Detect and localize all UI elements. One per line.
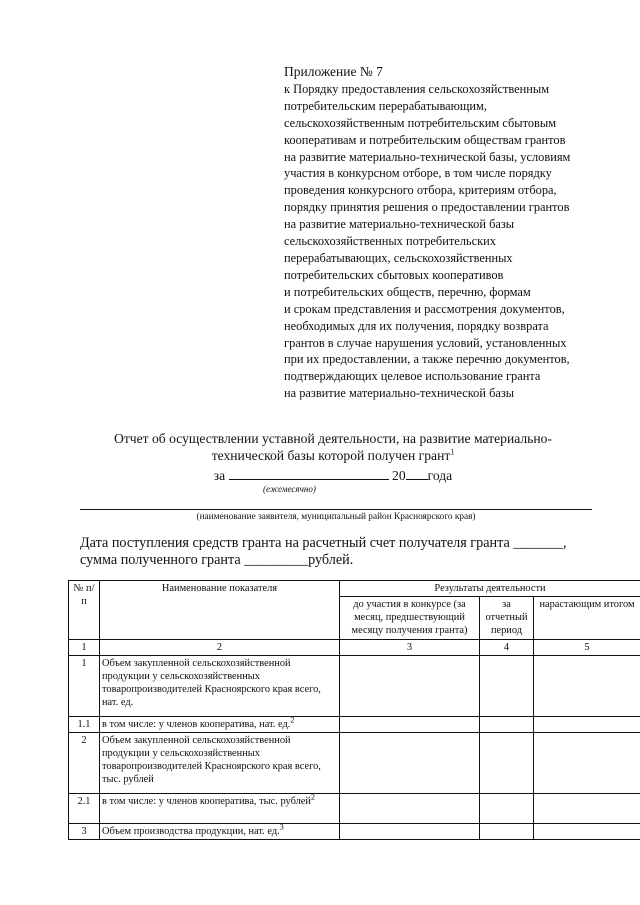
appendix-header <box>284 64 634 402</box>
row-number: 2 <box>69 733 100 794</box>
table-row <box>69 717 640 733</box>
column-numbers-row <box>69 640 640 656</box>
applicant-note: (наименование заявителя, муниципальный район Красноярского края) <box>196 512 476 522</box>
cell-before-contest[interactable] <box>340 717 480 733</box>
year-prefix: 20 <box>392 468 406 483</box>
report-title-line2: технической базы которой получен грант <box>211 448 451 463</box>
year-blank[interactable] <box>406 465 428 480</box>
year-word: года <box>427 468 453 483</box>
cell-before-contest[interactable] <box>340 656 480 717</box>
period-note: (ежемесячно) <box>263 484 316 494</box>
period-for-label: за <box>213 468 226 483</box>
appendix-line: подтверждающих целевое использование гранта <box>284 369 541 384</box>
cell-cumulative[interactable] <box>534 794 640 824</box>
appendix-line: на развитие материально-технической базы, условиям <box>284 149 571 164</box>
row-indicator: Объем производства продукции, нат. ед. <box>102 826 280 837</box>
appendix-line: при их предоставлении, а также перечню документов, <box>284 352 570 367</box>
row-number: 1 <box>69 656 100 717</box>
row-indicator: Объем закупленной сельскохозяйственной продукции у сельскохозяйственных товаропроизводителей Красноярского края всего, нат. ед. <box>100 656 340 717</box>
appendix-line: потребительских сбытовых кооперативов <box>284 267 504 282</box>
header-indicator: Наименование показателя <box>100 581 340 640</box>
column-number: 4 <box>480 640 534 656</box>
row-indicator: в том числе: у членов кооператива, тыс. рублей <box>102 796 311 807</box>
appendix-line: на развитие материально-технической базы <box>284 386 515 401</box>
appendix-line: и потребительских обществ, перечню, формам <box>284 284 531 299</box>
footnote-mark: 2 <box>290 715 295 725</box>
appendix-line: к Порядку предоставления сельскохозяйственным <box>284 81 550 96</box>
row-number: 3 <box>69 824 100 840</box>
appendix-line: перерабатывающих, сельскохозяйственных <box>284 250 513 265</box>
column-number: 2 <box>100 640 340 656</box>
cell-cumulative[interactable] <box>534 824 640 840</box>
period-line <box>60 465 606 484</box>
row-indicator: Объем закупленной сельскохозяйственной продукции у сельскохозяйственных товаропроизводителей Красноярского края всего, тыс. рублей <box>100 733 340 794</box>
cell-before-contest[interactable] <box>340 794 480 824</box>
appendix-line: и срокам представления и рассмотрения документов, <box>284 301 565 316</box>
appendix-line: грантов в случае нарушения условий, установленных <box>284 335 567 350</box>
cell-reporting-period[interactable] <box>480 733 534 794</box>
header-before-contest: до участия в конкурсе (за месяц, предшествующий месяцу получения гранта) <box>340 597 480 640</box>
report-title <box>60 430 606 464</box>
column-number: 3 <box>340 640 480 656</box>
appendix-line: потребительским перерабатывающим, <box>284 98 487 113</box>
cell-cumulative[interactable] <box>534 717 640 733</box>
cell-reporting-period[interactable] <box>480 717 534 733</box>
header-cumulative: нарастающим итогом <box>534 597 640 640</box>
column-number: 5 <box>534 640 640 656</box>
appendix-line: необходимых для их получения, порядку возврата <box>284 318 549 333</box>
appendix-line: сельскохозяйственных потребительских <box>284 234 496 249</box>
footnote-mark: 2 <box>310 792 315 802</box>
period-blank[interactable] <box>229 465 389 480</box>
receipt-date-line: Дата поступления средств гранта на расчетный счет получателя гранта _______, <box>80 535 567 551</box>
grant-receipt-info <box>80 535 620 569</box>
appendix-number: Приложение № 7 <box>284 64 383 79</box>
appendix-line: сельскохозяйственным потребительским сбытовым <box>284 115 557 130</box>
appendix-line: на развитие материально-технической базы <box>284 217 515 232</box>
cell-reporting-period[interactable] <box>480 824 534 840</box>
row-indicator: в том числе: у членов кооператива, нат. ед. <box>102 719 291 730</box>
footnote-mark: 1 <box>450 447 455 457</box>
table-row <box>69 794 640 824</box>
appendix-line: кооперативам и потребительским обществам грантов <box>284 132 566 147</box>
table-header-row <box>69 581 640 597</box>
appendix-line: проведения конкурсного отбора, критериям отбора, <box>284 183 557 198</box>
applicant-name-line[interactable] <box>80 509 592 510</box>
column-number: 1 <box>69 640 100 656</box>
cell-reporting-period[interactable] <box>480 794 534 824</box>
header-results: Результаты деятельности <box>340 581 640 597</box>
table-row <box>69 733 640 794</box>
footnote-mark: 3 <box>279 822 284 832</box>
results-table <box>68 580 640 840</box>
row-number: 1.1 <box>69 717 100 733</box>
report-title-line1: Отчет об осуществлении уставной деятельности, на развитие материально- <box>114 431 552 446</box>
header-num: № п/п <box>69 581 100 640</box>
row-number: 2.1 <box>69 794 100 824</box>
cell-cumulative[interactable] <box>534 733 640 794</box>
cell-cumulative[interactable] <box>534 656 640 717</box>
header-reporting-period: за отчетный период <box>480 597 534 640</box>
receipt-amount-line: сумма полученного гранта _________рублей. <box>80 552 354 568</box>
appendix-line: участия в конкурсном отборе, в том числе порядку <box>284 166 552 181</box>
appendix-line: порядку принятия решения о предоставлении грантов <box>284 200 570 215</box>
cell-before-contest[interactable] <box>340 824 480 840</box>
table-row <box>69 824 640 840</box>
cell-reporting-period[interactable] <box>480 656 534 717</box>
cell-before-contest[interactable] <box>340 733 480 794</box>
table-row <box>69 656 640 717</box>
